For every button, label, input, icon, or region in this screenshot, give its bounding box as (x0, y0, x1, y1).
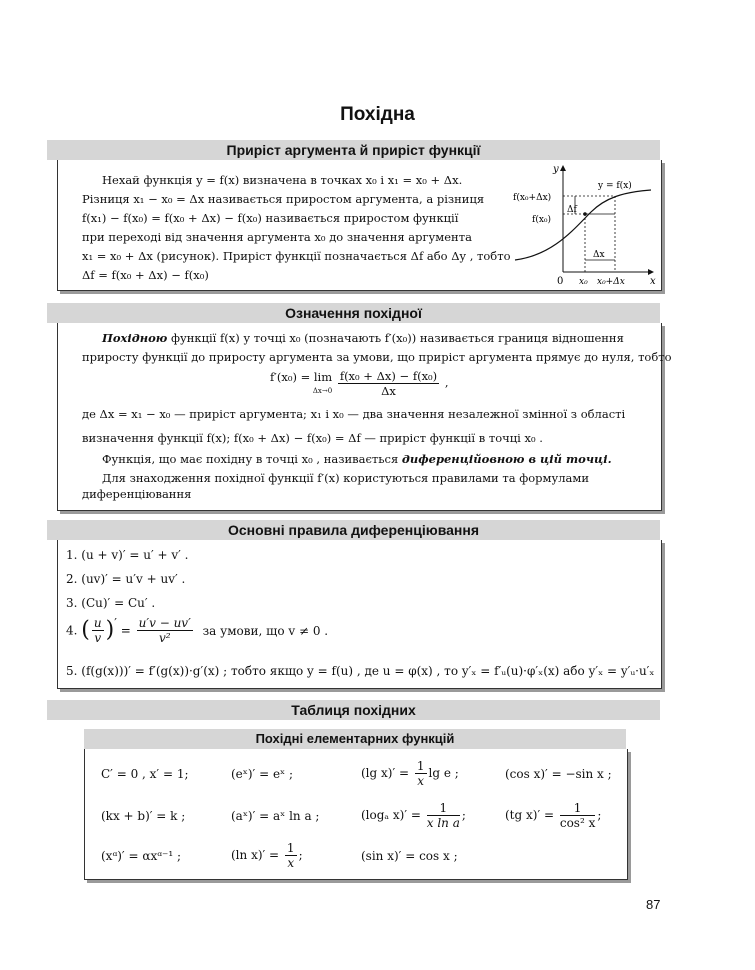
section-header-table: Таблиця похідних (47, 700, 660, 720)
lg-den: x (417, 774, 425, 788)
graph-x-label: x (650, 276, 656, 287)
ln-fraction (285, 841, 297, 870)
formula-fraction (338, 369, 439, 398)
formula-left: f′(x₀) = lim (270, 369, 333, 384)
definition-formula (270, 369, 448, 398)
formula-limit-sub: Δx→0 (312, 386, 333, 395)
tg-den: cos² x (559, 816, 596, 830)
definition-line-6: Для знаходження похідної функції f′(x) користуються правилами та формулами (102, 471, 590, 485)
rule-4-result-num: u′v − uv′ (138, 616, 191, 630)
definition-term: Похідною (102, 331, 168, 345)
rule-2: 2. (uv)′ = u′v + uv′ . (66, 572, 186, 586)
ln-den: x (287, 856, 295, 870)
section-box-rules (57, 540, 662, 689)
increment-line-3: f(x₁) − f(x₀) = f(x₀ + Δx) − f(x₀) називається приростом функції (82, 211, 459, 225)
graph-origin-label: 0 (557, 276, 564, 287)
graph-dx-label: Δx (593, 250, 605, 260)
table-r3-c1: (xᵅ)′ = αxᵅ⁻¹ ; (101, 849, 182, 863)
graph-fx0-label: f(x₀) (532, 215, 552, 225)
increment-line-1: Нехай функція y = f(x) визначена в точках x₀ і x₁ = x₀ + Δx. (102, 173, 463, 187)
ln-num: 1 (286, 841, 295, 855)
log-left: (logₐ x)′ = (361, 808, 425, 822)
increment-line-4: при переході від значення аргумента x₀ до значення аргумента (82, 230, 472, 244)
definition-line-7: диференціювання (82, 487, 192, 501)
log-num: 1 (427, 801, 460, 816)
graph-df-label: Δf (567, 205, 577, 215)
tg-left: (tg x)′ = (505, 808, 558, 822)
rule-4-result-fraction (137, 616, 193, 645)
section-box-definition (57, 323, 672, 511)
page-number: 87 (646, 897, 661, 912)
table-r3-c3: (sin x)′ = cos x ; (361, 849, 458, 863)
rule-4-v: v (94, 631, 102, 645)
table-box (84, 749, 628, 880)
graph-curve-label: y = f(x) (598, 181, 632, 191)
rule-4-tail: за умови, що v ≠ 0 . (202, 623, 329, 638)
section-header-rules: Основні правила диференціювання (47, 520, 660, 540)
increment-line-6: Δf = f(x₀ + Δx) − f(x₀) (82, 268, 209, 282)
rule-5: 5. (f(g(x)))′ = f′(g(x))·g′(x) ; тобто якщо y = f(u) , де u = φ(x) , то y′ₓ = f′ᵤ(u)·φ′ₓ(x) або y′ₓ = y′ᵤ·u′ₓ (66, 664, 655, 678)
rule-4: 4. ( $\frac{u}{v}$ )′ = $\frac{u'v - uv'}{\text{v²}}$ за умови, що v ≠ 0 . (66, 616, 329, 645)
section-box-increment (57, 160, 662, 291)
ln-tail: ; (298, 848, 303, 862)
definition-line-5-term: диференційовною в цій точці. (401, 452, 612, 466)
definition-line-5 (82, 450, 612, 470)
rule-4-u: u (93, 616, 102, 630)
definition-line-3: де Δx = x₁ − x₀ — приріст аргумента; x₁ і x₀ — два значення незалежної змінної з області (82, 407, 626, 421)
tg-num: 1 (560, 801, 596, 816)
increment-line-5: x₁ = x₀ + Δx (рисунок). Приріст функції позначається Δf або Δy , тобто (82, 249, 511, 263)
rule-4-number: 4. (66, 623, 78, 638)
table-subheader: Похідні елементарних функцій (84, 729, 626, 749)
formula-end: , (444, 375, 449, 390)
table-r2-c2: (aˣ)′ = aˣ ln a ; (231, 809, 320, 823)
definition-line-1 (82, 329, 624, 349)
log-fraction (427, 801, 460, 830)
definition-line-2: приросту функції до приросту аргумента за умови, що приріст аргумента прямує до нуля, тобто (82, 350, 672, 364)
definition-line-1-rest: функції f(x) у точці x₀ (позначають f′(x₀)) називається границя відношення (167, 331, 624, 345)
table-r2-c1: (kx + b)′ = k ; (101, 809, 186, 823)
table-r3-c2 (231, 841, 303, 870)
rule-4-result-den: v² (158, 631, 171, 645)
table-r2-c4 (505, 801, 601, 830)
definition-line-5-start: Функція, що має похідну в точці x₀ , називається (102, 452, 402, 466)
increment-line-2: Різниця x₁ − x₀ = Δx називається приростом аргумента, а різниця (82, 192, 485, 206)
increment-graph (513, 160, 659, 288)
definition-line-4: визначення функції f(x); f(x₀ + Δx) − f(x₀) = Δf — приріст функції в точці x₀ . (82, 431, 543, 445)
graph-y-label: y (553, 164, 559, 175)
lg-left: (lg x)′ = (361, 766, 413, 780)
lg-fraction (415, 759, 427, 788)
rule-1: 1. (u + v)′ = u′ + v′ . (66, 548, 189, 562)
lg-tail: lg e ; (428, 766, 459, 780)
table-r1-c2: (eˣ)′ = eˣ ; (231, 767, 294, 781)
graph-fx0dx-label: f(x₀+Δx) (513, 193, 552, 203)
table-r1-c3 (361, 759, 459, 788)
formula-denominator: Δx (381, 384, 396, 398)
log-den: x ln a (426, 816, 460, 830)
ln-left: (ln x)′ = (231, 848, 283, 862)
table-r1-c1: C′ = 0 , x′ = 1; (101, 767, 189, 781)
formula-numerator: f(x₀ + Δx) − f(x₀) (339, 369, 438, 383)
table-r1-c4: (cos x)′ = −sin x ; (505, 767, 612, 781)
table-r2-c3 (361, 801, 466, 830)
lg-num: 1 (416, 759, 425, 773)
rule-4-uv-fraction (92, 616, 104, 645)
section-header-increment: Приріст аргумента й приріст функції (47, 140, 660, 160)
log-tail: ; (461, 808, 466, 822)
tg-tail: ; (597, 808, 602, 822)
page-title: Похідна (340, 104, 415, 125)
tg-fraction (560, 801, 596, 830)
graph-x0dx-label: x₀+Δx (597, 277, 625, 287)
section-header-definition: Означення похідної (47, 303, 660, 323)
graph-x0-label: x₀ (579, 277, 588, 287)
rule-3: 3. (Cu)′ = Cu′ . (66, 596, 156, 610)
